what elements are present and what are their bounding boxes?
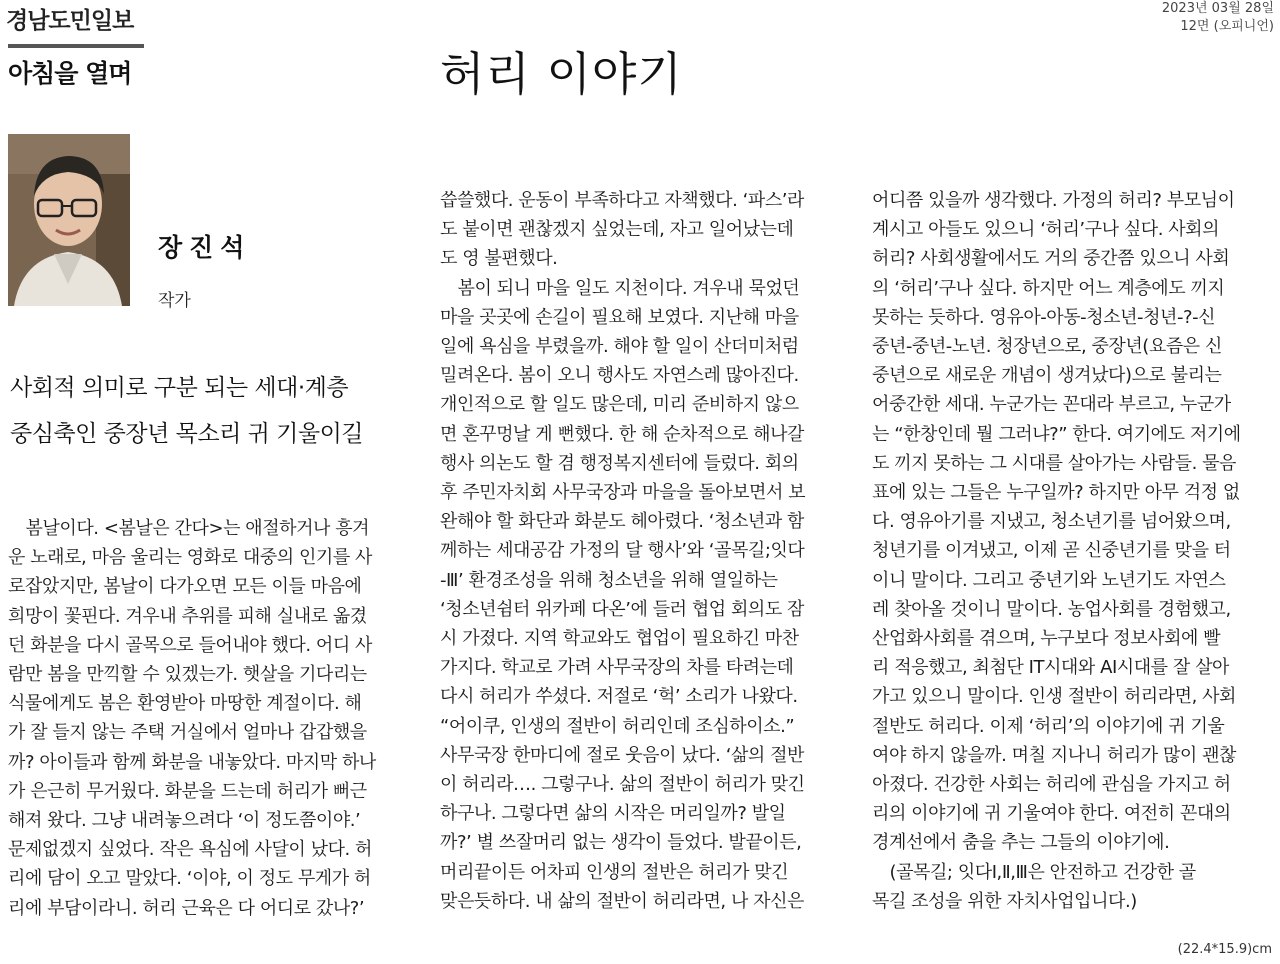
body-text-line: 표에 있는 그들은 누구일까? 하지만 아무 걱정 없 bbox=[872, 482, 1240, 504]
body-text-line: 던 화분을 다시 골목으로 들어내야 했다. 어디 사 bbox=[8, 634, 372, 656]
body-text-line: 리에 부담이라니. 허리 근육은 다 어디로 갔나?’ bbox=[8, 897, 365, 919]
body-text-line: 이니 말이다. 그리고 중년기와 노년기도 자연스 bbox=[872, 569, 1226, 591]
body-text-line: 시 가졌다. 지역 학교와도 협업이 필요하긴 마찬 bbox=[440, 628, 799, 650]
body-text-line: 어디쯤 있을까 생각했다. 가정의 허리? 부모님이 bbox=[872, 190, 1235, 211]
body-text-line: 봄이 되니 마을 일도 지천이다. 겨우내 묵었던 bbox=[440, 277, 800, 299]
date-info bbox=[1162, 0, 1274, 36]
body-text-line: 산업화사회를 겪으며, 누구보다 정보사회에 빨 bbox=[872, 628, 1221, 650]
body-text-line: 경계선에서 춤을 추는 그들의 이야기에. bbox=[872, 832, 1170, 854]
body-text-line: 하구나. 그렇다면 삶의 시작은 머리일까? 발일 bbox=[440, 803, 786, 825]
body-text-line: 가 은근히 무거웠다. 화분을 드는데 허리가 뻐근 bbox=[8, 780, 367, 802]
author-name: 장진석 bbox=[158, 233, 252, 262]
body-text-line: 리 적응했고, 최첨단 IT시대와 AI시대를 잘 살아 bbox=[872, 657, 1229, 679]
body-text-line: 봄날이다. <봄날은 간다>는 애절하거나 흥겨 bbox=[8, 518, 370, 539]
body-text-line: 가지다. 학교로 가려 사무국장의 차를 타려는데 bbox=[440, 657, 794, 679]
body-text-line: 못하는 듯하다. 영유아-아동-청소년-청년-?-신 bbox=[872, 306, 1216, 328]
body-text-line: 중년으로 새로운 개념이 생겨났다)으로 불리는 bbox=[872, 365, 1222, 387]
masthead-newspaper-name: 경남도민일보 bbox=[6, 8, 134, 34]
body-text-line: 이 허리라…. 그렇구나. 삶의 절반이 허리가 맞긴 bbox=[440, 774, 805, 796]
body-text-line: 로잡았지만, 봄날이 다가오면 모든 이들 마음에 bbox=[8, 576, 362, 598]
clipping-size: (22.4*15.9)cm bbox=[1177, 942, 1272, 957]
body-text-line: 께하는 세대공감 가정의 달 행사’와 ‘골목길;잇다 bbox=[440, 540, 805, 562]
body-text-line: 다. 영유아기를 지냈고, 청소년기를 넘어왔으며, bbox=[872, 511, 1231, 533]
body-text-line: 머리끝이든 어차피 인생의 절반은 허리가 맞긴 bbox=[440, 861, 789, 883]
body-text-line: 운 노래로, 마음 울리는 영화로 대중의 인기를 사 bbox=[8, 547, 372, 569]
body-text-line: 희망이 꽃핀다. 겨우내 추위를 피해 실내로 옮겼 bbox=[8, 605, 367, 627]
body-text-line: 다시 허리가 쑤셨다. 저절로 ‘헉’ 소리가 나왔다. bbox=[440, 686, 798, 708]
page-section: 12면 (오피니언) bbox=[1180, 19, 1274, 34]
body-text-line: ‘청소년쉼터 위카페 다온’에 들러 협업 회의도 잠 bbox=[440, 598, 804, 620]
body-text-line: 여야 하지 않을까. 며칠 지나니 허리가 많이 괜찮 bbox=[872, 744, 1236, 766]
body-text-line: 식물에게도 봄은 환영받아 마땅한 계절이다. 해 bbox=[8, 693, 362, 715]
body-text-line: -Ⅲ’ 환경조성을 위해 청소년을 위해 열일하는 bbox=[440, 569, 778, 591]
article-headline: 허리 이야기 bbox=[440, 47, 683, 101]
column-rule-divider bbox=[8, 44, 144, 48]
body-text-line: 해져 왔다. 그냥 내려놓으려다 ‘이 정도쯤이야.’ bbox=[8, 810, 361, 832]
body-text-line: 목길 조성을 위한 자치사업입니다.) bbox=[872, 890, 1137, 912]
author-role: 작가 bbox=[158, 291, 191, 311]
body-text-line: 의 ‘허리’구나 싶다. 하지만 어느 계층에도 끼지 bbox=[872, 277, 1225, 299]
body-text-line: 아졌다. 건강한 사회는 허리에 관심을 가지고 허 bbox=[872, 774, 1231, 796]
body-text-line: 중년-중년-노년. 청장년으로, 중장년(요즘은 신 bbox=[872, 336, 1222, 358]
body-text-line: 가고 있으니 말이다. 인생 절반이 허리라면, 사회 bbox=[872, 686, 1236, 708]
subheadline-line: 중심축인 중장년 목소리 귀 기울이길 bbox=[10, 421, 364, 447]
publication-date: 2023년 03월 28일 bbox=[1161, 1, 1274, 16]
body-text-line: 도 영 불편했다. bbox=[440, 248, 558, 270]
body-text-line: 까? 아이들과 함께 화분을 내놓았다. 마지막 하나 bbox=[8, 751, 376, 773]
body-column-2 bbox=[440, 186, 836, 916]
body-text-line: 밀려온다. 봄이 오니 행사도 자연스레 많아진다. bbox=[440, 365, 799, 387]
body-column-3 bbox=[872, 186, 1268, 916]
body-text-line: (골목길; 잇다Ⅰ,Ⅱ,Ⅲ은 안전하고 건강한 골 bbox=[872, 861, 1196, 883]
body-text-line: 도 붙이면 괜찮겠지 싶었는데, 자고 일어났는데 bbox=[440, 219, 794, 241]
body-text-line: 완해야 할 화단과 화분도 헤아렸다. ‘청소년과 함 bbox=[440, 511, 804, 533]
body-text-line: 맞은듯하다. 내 삶의 절반이 허리라면, 나 자신은 bbox=[440, 890, 804, 912]
body-text-line: “어이쿠, 인생의 절반이 허리인데 조심하이소.” bbox=[440, 715, 795, 737]
body-text-line: 는 “한창인데 뭘 그러냐?” 한다. 여기에도 저기에 bbox=[872, 423, 1241, 445]
body-text-line: 어중간한 세대. 누군가는 꼰대라 부르고, 누군가 bbox=[872, 394, 1231, 416]
author-portrait-icon bbox=[8, 134, 130, 306]
column-name: 아침을 열며 bbox=[8, 59, 132, 88]
body-text-line: 절반도 허리다. 이제 ‘허리’의 이야기에 귀 기울 bbox=[872, 715, 1225, 737]
body-text-line: 행사 의논도 할 겸 행정복지센터에 들렀다. 회의 bbox=[440, 452, 799, 474]
subheadline-line: 사회적 의미로 구분 되는 세대·계층 bbox=[10, 375, 349, 401]
body-text-line: 개인적으로 할 일도 많은데, 미리 준비하지 않으 bbox=[440, 394, 799, 416]
body-column-1 bbox=[8, 514, 404, 923]
body-text-line: 리에 담이 오고 말았다. ‘이야, 이 정도 무게가 허 bbox=[8, 868, 371, 890]
body-text-line: 문제없겠지 싶었다. 작은 욕심에 사달이 났다. 허 bbox=[8, 839, 372, 861]
body-text-line: 가 잘 들지 않는 주택 거실에서 얼마나 갑갑했을 bbox=[8, 722, 367, 744]
body-text-line: 씁쓸했다. 운동이 부족하다고 자책했다. ‘파스’라 bbox=[440, 190, 804, 211]
body-text-line: 레 찾아올 것이니 말이다. 농업사회를 경험했고, bbox=[872, 598, 1231, 620]
body-text-line: 계시고 아들도 있으니 ‘허리’구나 싶다. 사회의 bbox=[872, 219, 1220, 241]
body-text-line: 람만 봄을 만끽할 수 있겠는가. 햇살을 기다리는 bbox=[8, 664, 367, 686]
body-text-line: 후 주민자치회 사무국장과 마을을 돌아보면서 보 bbox=[440, 482, 806, 504]
body-text-line: 허리? 사회생활에서도 거의 중간쯤 있으니 사회 bbox=[872, 248, 1230, 270]
body-text-line: 리의 이야기에 귀 기울여야 한다. 여전히 꼰대의 bbox=[872, 803, 1231, 825]
body-text-line: 까?’ 별 쓰잘머리 없는 생각이 들었다. 발끝이든, bbox=[440, 832, 802, 854]
body-text-line: 청년기를 이겨냈고, 이제 곧 신중년기를 맞을 터 bbox=[872, 540, 1231, 562]
author-photo bbox=[8, 134, 130, 306]
body-text-line: 일에 욕심을 부렸을까. 해야 할 일이 산더미처럼 bbox=[440, 336, 799, 358]
body-text-line: 마을 곳곳에 손길이 필요해 보였다. 지난해 마을 bbox=[440, 306, 799, 328]
subheadline bbox=[10, 365, 410, 457]
body-text-line: 사무국장 한마디에 절로 웃음이 났다. ‘삶의 절반 bbox=[440, 744, 804, 766]
body-text-line: 도 끼지 못하는 그 시대를 살아가는 사람들. 물음 bbox=[872, 452, 1236, 474]
body-text-line: 면 혼꾸멍날 게 뻔했다. 한 해 순차적으로 해나갈 bbox=[440, 423, 804, 445]
